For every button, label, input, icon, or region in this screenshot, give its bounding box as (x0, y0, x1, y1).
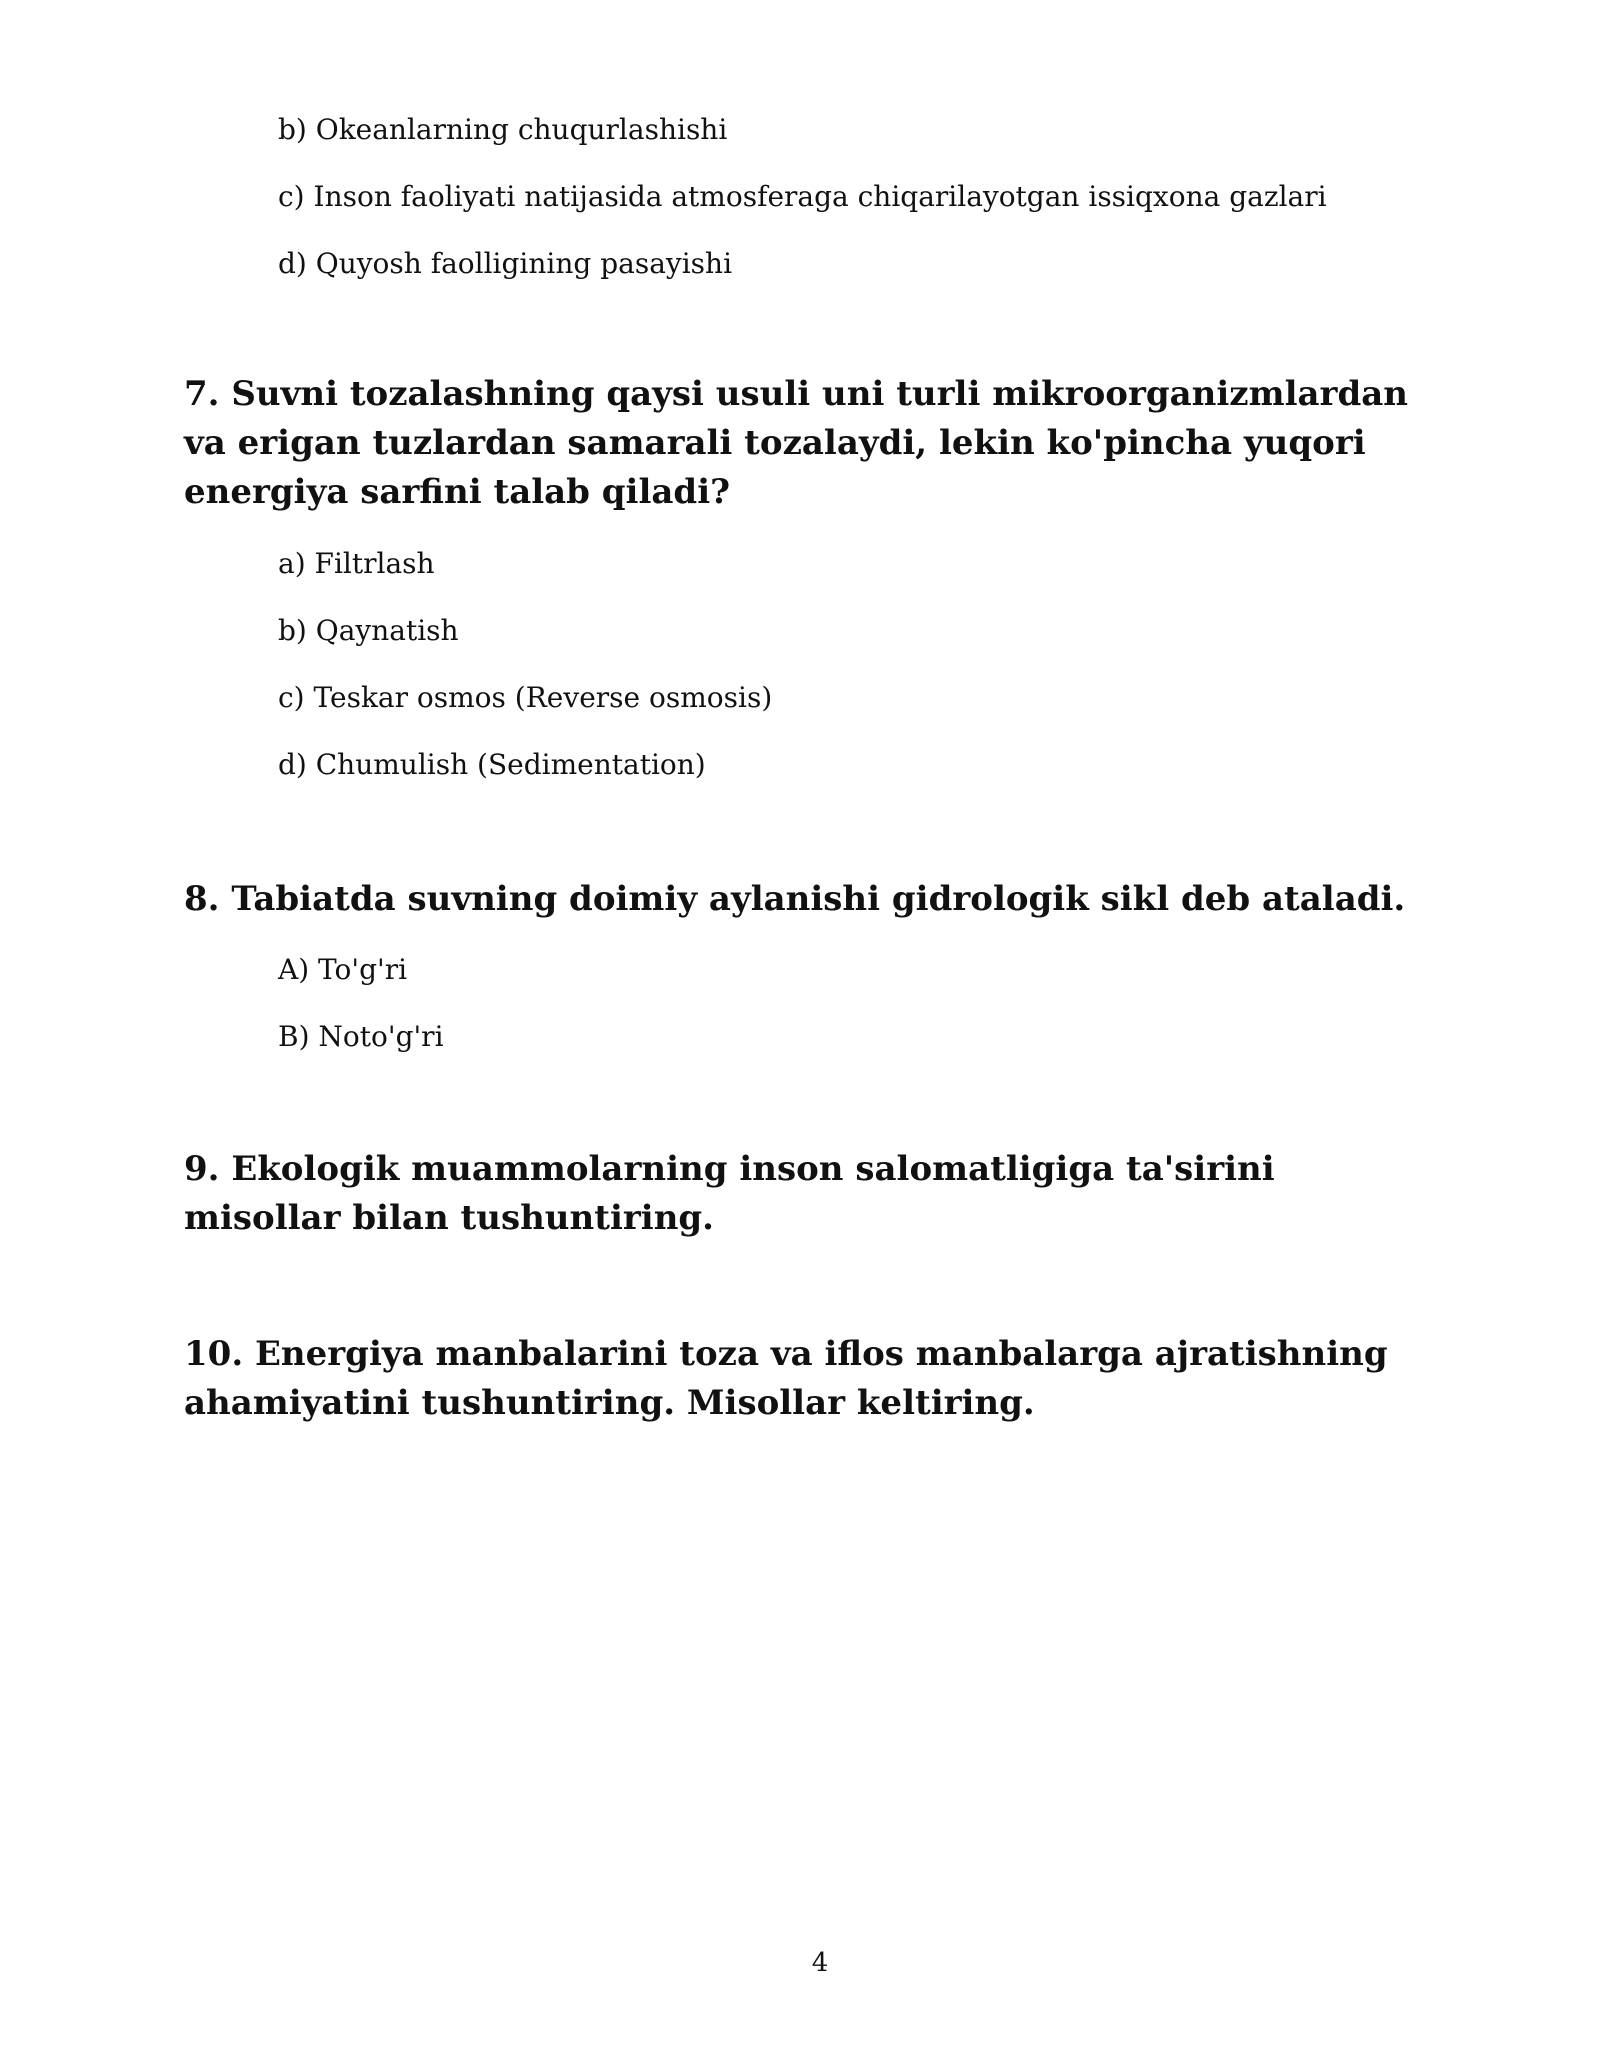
q6-option-c: c) Inson faoliyati natijasida atmosferaga chiqarilayotgan issiqxona gazlari (278, 180, 1327, 213)
question-9: 9. Ekologik muammolarning inson salomatligiga ta'sirini misollar bilan tushuntiring. (184, 1149, 1275, 1238)
q7-option-a: a) Filtrlash (278, 547, 435, 580)
q7-option-d: d) Chumulish (Sedimentation) (278, 748, 706, 781)
q6-option-b: b) Okeanlarning chuqurlashishi (278, 113, 728, 146)
q8-option-b: B) Noto'g'ri (278, 1020, 444, 1053)
q8-option-a: A) To'g'ri (278, 953, 408, 986)
question-7: 7. Suvni tozalashning qaysi usuli uni turli mikroorganizmlardan va erigan tuzlardan samarali tozalaydi, lekin ko'pincha yuqori energiya sarfini talab qiladi? (184, 374, 1408, 512)
q6-option-d: d) Quyosh faolligining pasayishi (278, 247, 733, 280)
page-number: 4 (811, 1948, 829, 1978)
question-10: 10. Energiya manbalarini toza va iflos manbalarga ajratishning ahamiyatini tushuntiring. Misollar keltiring. (184, 1334, 1388, 1423)
question-8: 8. Tabiatda suvning doimiy aylanishi gidrologik sikl deb ataladi. (184, 879, 1406, 919)
q7-option-b: b) Qaynatish (278, 614, 459, 647)
q7-option-c: c) Teskar osmos (Reverse osmosis) (278, 681, 773, 714)
